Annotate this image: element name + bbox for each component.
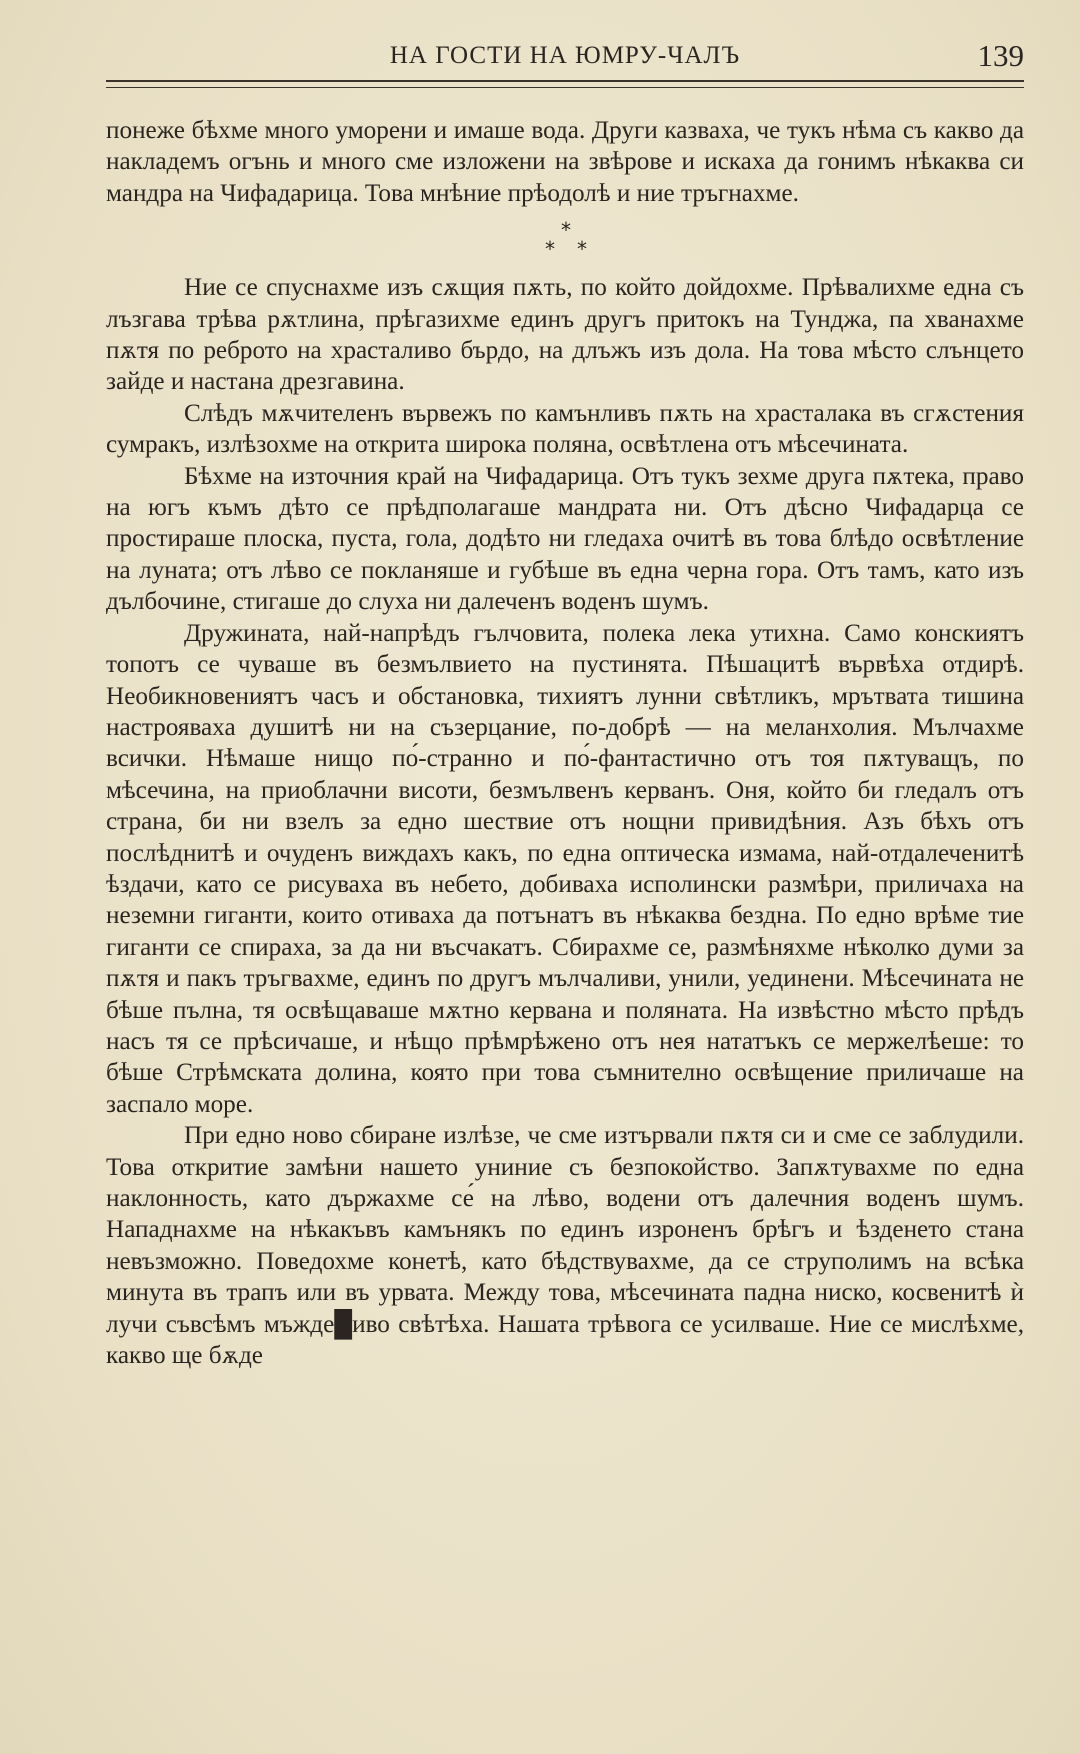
asterism-star-top: * [561,218,571,243]
paragraph-4: Бѣхме на източния край на Чифадарица. Отъ тукъ зехме друга пѫтека, право на югъ къмъ дѣто се прѣдполагаше мандрата ни. Отъ дѣсно Чифадарца се простираше плоска, пуста, гола, додѣто ни гледаха очитѣ въ това блѣдо освѣтление на луната; отъ лѣво се покланяше и губѣше въ една черна гора. Отъ тамъ, като изъ дълбочине, стигаше до слуха ни далеченъ воденъ шумъ. [106,462,1024,616]
page-number: 139 [977,38,1024,73]
running-title: НА ГОСТИ НА ЮМРУ-ЧАЛЪ [389,42,741,69]
paragraph-1: понеже бѣхме много уморени и имаше вода. Други казваха, че тукъ нѣма съ какво да накладемъ огънь и много сме изложени на звѣрове и искаха да гонимъ нѣкаква си мандра на Чифадарица. Това мнѣние прѣодолѣ и ние тръгнахме. [106,117,1024,207]
header-rule-thick [106,80,1024,82]
body-text [106,115,1024,1371]
paragraph-3: Слѣдъ мѫчителенъ вървежъ по камънливъ пѫть на храсталака въ сгѫстения сумракъ, излѣзохме на открита широка поляна, освѣтлена отъ мѣсечината. [106,399,1024,459]
asterism-star-right: * [577,237,587,262]
paragraph-5: Дружината, най-напрѣдъ гълчовита, полека лека утихна. Само конскиятъ топотъ се чуваше въ безмълвието на пустинята. Пѣшацитѣ вървѣха отдирѣ. Необикновениятъ часъ и обстановка, тихиятъ лунни свѣтликъ, мрътвата тишина настрояваха душитѣ ни на съзерцание, по-добрѣ — на меланхолия. Мълчахме всички. Нѣмаше нищо по́-странно и по́-фантастично отъ тоя пѫтуващъ, по мѣсечина, на приоблачни висоти, безмълвенъ керванъ. Оня, който би гледалъ отъ страна, би ни взелъ за едно шествие отъ нощни привидѣния. Азъ бѣхъ отъ послѣднитѣ и очуденъ виждахъ какъ, по една оптическа измама, най-отдалеченитѣ ѣздачи, като се рисуваха въ небето, добиваха исполински размѣри, приличаха на неземни гиганти, които отиваха да потънатъ въ нѣкаква бездна. По едно врѣме тие гиганти се спираха, за да ни въсчакатъ. Сбирахме се, размѣняхме нѣколко думи за пѫтя и пакъ тръгвахме, единъ по другъ мълчаливи, унили, уединени. Мѣсечината не бѣше пълна, тя освѣщаваше мѫтно кервана и поляната. На извѣстно мѣсто прѣдъ насъ тя се прѣсичаше, и нѣщо прѣмрѣжено отъ нея нататъкъ се мержелѣеше: то бѣше Стрѣмската долина, която при това съмнително освѣщение приличаше на заспало море. [106,619,1024,1118]
page-header [106,38,1024,78]
asterism-star-left: * [545,237,555,262]
paragraph-2: Ние се спуснахме изъ сѫщия пѫть, по който дойдохме. Прѣвалихме една съ лъзгава трѣва рѫтлина, прѣгазихме единъ другъ притокъ на Тунджа, па хванахме пѫтя по реброто на храсталиво бърдо, на длъжъ изъ дола. На това мѣсто слънцето зайде и настана дрезгавина. [106,274,1024,396]
header-rule-thin [106,87,1024,88]
paragraph-6: При едно ново сбиране излѣзе, че сме изтървали пѫтя си и сме се заблудили. Това откритие замѣни нашето униние съ безпокойство. Запѫтувахме по една наклонность, като държахме се́ на лѣво, водени отъ далечния воденъ шумъ. Нападнахме на нѣкакъвъ камънякъ по единъ изроненъ брѣгъ и ѣзденето стана невъзможно. Поведохме конетѣ, като бѣдствувахме, да се струполимъ на всѣка минута въ трапъ или въ урвата. Между това, мѣсечината падна ниско, косвенитѣ ѝ лучи съвсѣмъ мъжде█иво свѣтѣха. Нашата трѣвога се усилваше. Ние се мислѣхме, какво ще бѫде [106,1122,1024,1370]
section-break-asterism [106,209,1024,272]
